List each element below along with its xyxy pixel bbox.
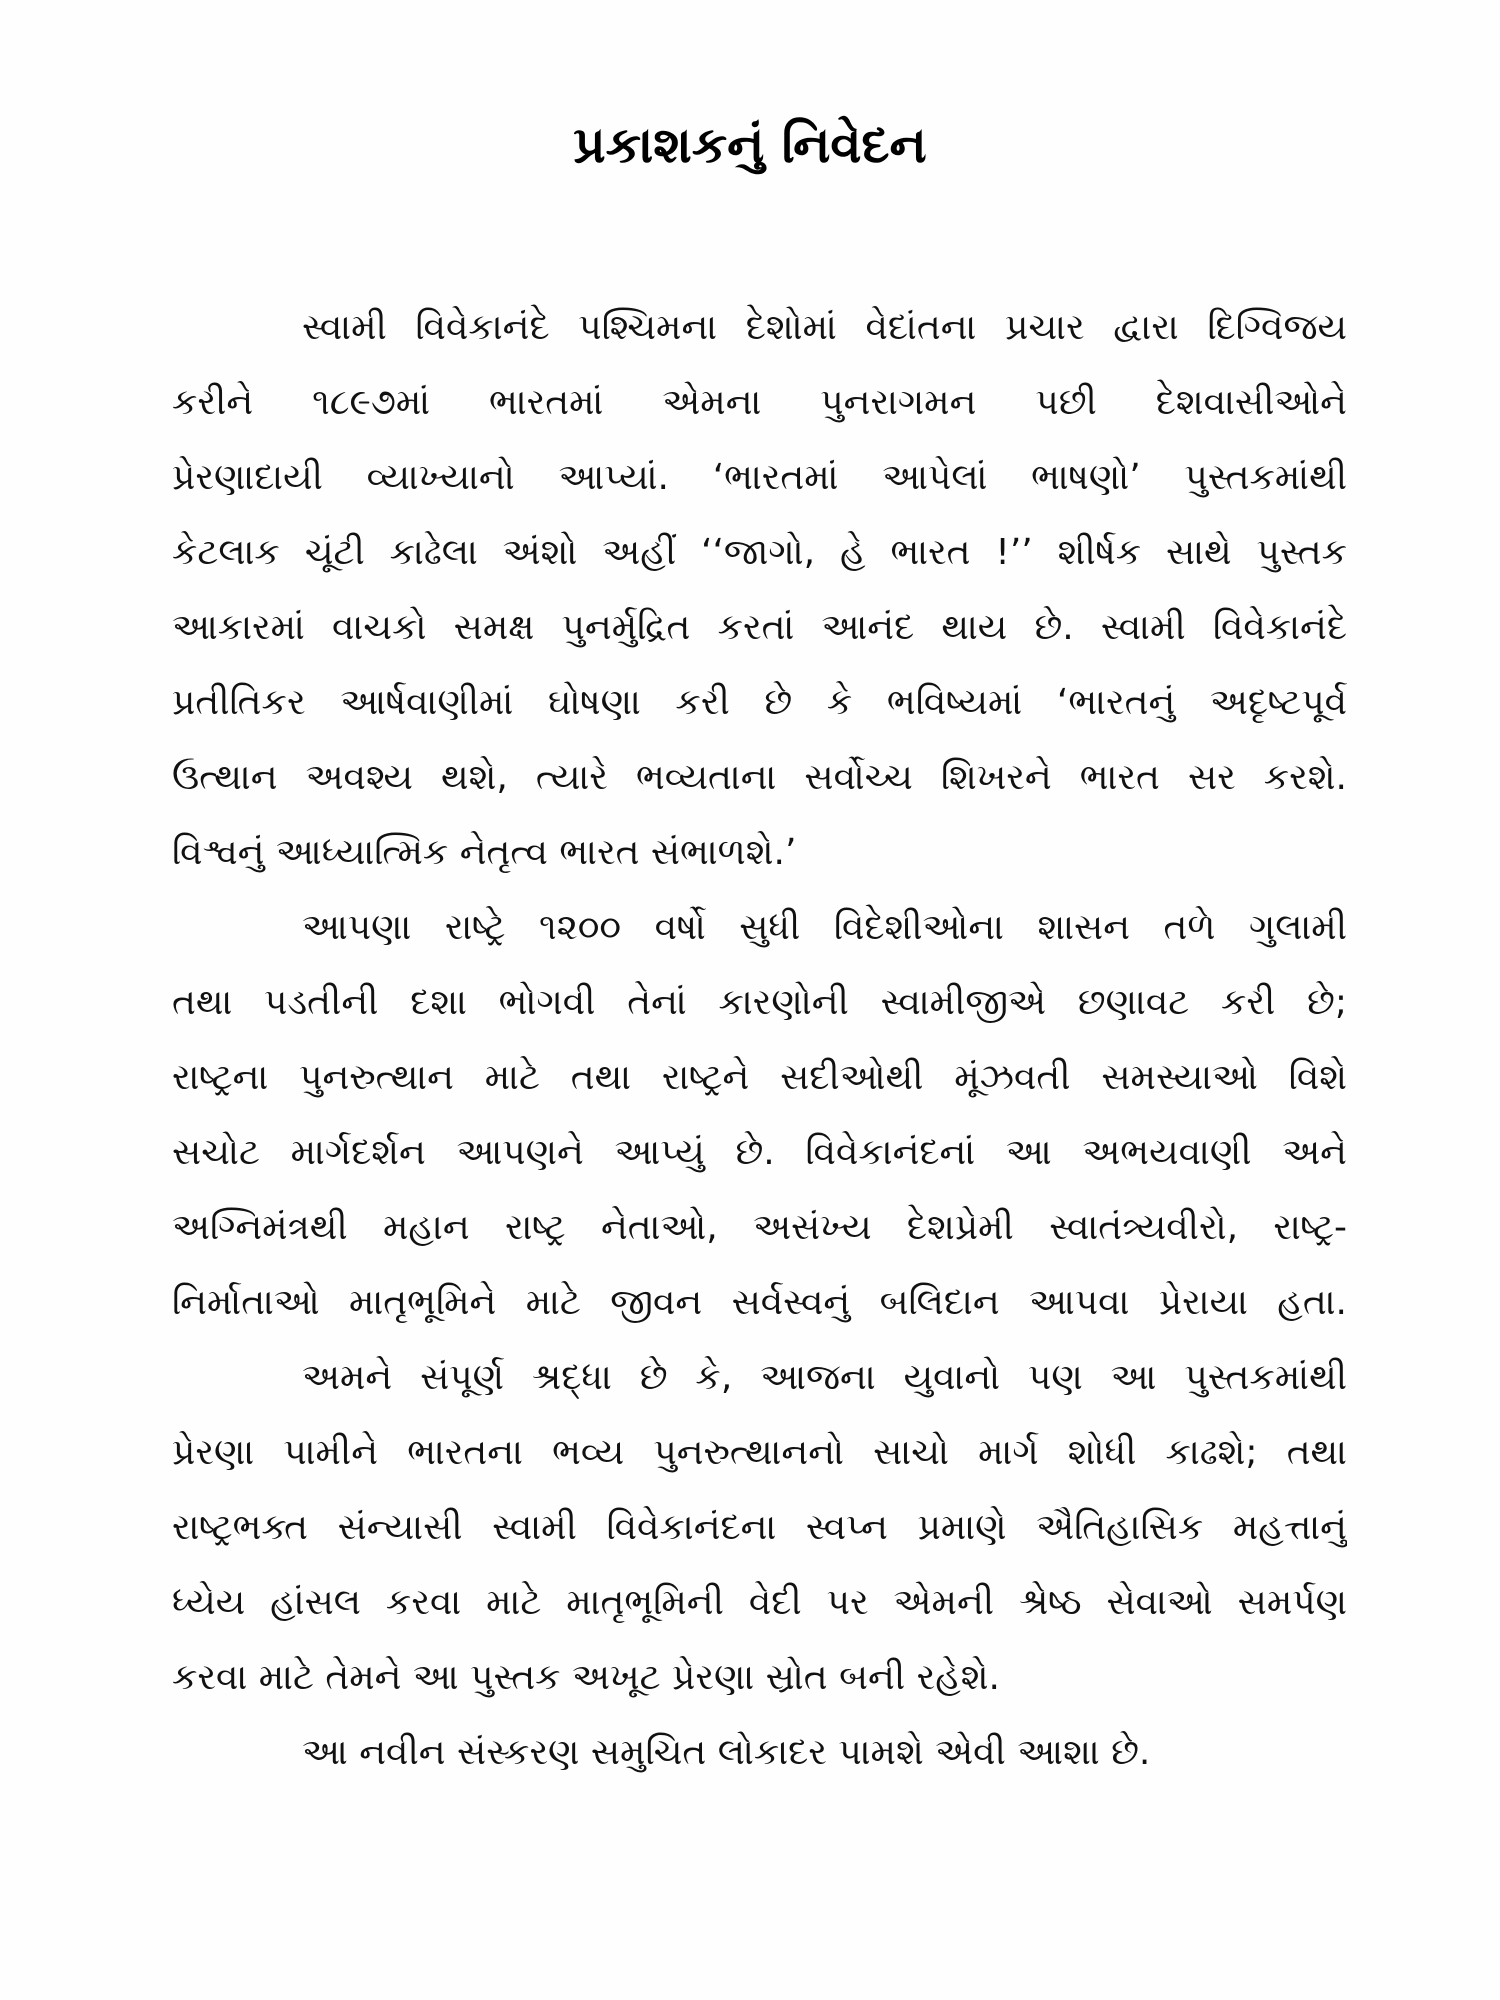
text-line: અગ્નિમંત્રથી મહાન રાષ્ટ્ર નેતાઓ, અસંખ્ય દેશપ્રેમી સ્વાતંત્ર્યવીરો, રાષ્ટ્ર-	[172, 1207, 1347, 1248]
paragraph-1	[172, 290, 1347, 890]
text-line: ધ્યેય હાંસલ કરવા માટે માતૃભૂમિની વેદી પર એમની શ્રેષ્ઠ સેવાઓ સમર્પણ	[172, 1582, 1347, 1623]
page-title: પ્રકાશકનું નિવેદન	[573, 116, 927, 174]
text-line: આપણા રાષ્ટ્રે ૧૨૦૦ વર્ષો સુધી વિદેશીઓના શાસન તળે ગુલામી	[302, 907, 1347, 948]
text-line: સચોટ માર્ગદર્શન આપણને આપ્યું છે. વિવેકાનંદનાં આ અભયવાણી અને	[172, 1132, 1347, 1173]
text-line: વિશ્વનું આધ્યાત્મિક નેતૃત્વ ભારત સંભાળશે.’	[172, 832, 797, 873]
document-body	[172, 290, 1347, 1790]
text-line: નિર્માતાઓ માતૃભૂમિને માટે જીવન સર્વસ્વનું બલિદાન આપવા પ્રેરાયા હતા.	[172, 1282, 1347, 1323]
paragraph-2	[172, 890, 1347, 1340]
text-line: કરવા માટે તેમને આ પુસ્તક અખૂટ પ્રેરણા સ્રોત બની રહેશે.	[172, 1657, 1000, 1698]
paragraph-4	[172, 1715, 1347, 1790]
text-line: પ્રતીતિકર આર્ષવાણીમાં ઘોષણા કરી છે કે ભવિષ્યમાં ‘ભારતનું અદૃષ્ટપૂર્વ	[172, 682, 1347, 723]
text-line: તથા પડતીની દશા ભોગવી તેનાં કારણોની સ્વામીજીએ છણાવટ કરી છે;	[172, 982, 1347, 1023]
text-line: આકારમાં વાચકો સમક્ષ પુનર્મુદ્રિત કરતાં આનંદ થાય છે. સ્વામી વિવેકાનંદે	[172, 607, 1347, 648]
paragraph-3	[172, 1340, 1347, 1715]
text-line: આ નવીન સંસ્કરણ સમુચિત લોકાદર પામશે એવી આશા છે.	[302, 1732, 1151, 1773]
text-line: પ્રેરણાદાયી વ્યાખ્યાનો આપ્યાં. ‘ભારતમાં આપેલાં ભાષણો’ પુસ્તકમાંથી	[172, 457, 1347, 498]
text-line: અમને સંપૂર્ણ શ્રદ્ધા છે કે, આજના યુવાનો પણ આ પુસ્તકમાંથી	[302, 1357, 1347, 1398]
text-line: સ્વામી વિવેકાનંદે પશ્ચિમના દેશોમાં વેદાંતના પ્રચાર દ્વારા દિગ્વિજય	[302, 307, 1347, 348]
text-line: કેટલાક ચૂંટી કાઢેલા અંશો અહીં ‘‘જાગો, હે ભારત !’’ શીર્ષક સાથે પુસ્તક	[172, 532, 1347, 573]
text-line: કરીને ૧૮૯૭માં ભારતમાં એમના પુનરાગમન પછી દેશવાસીઓને	[172, 382, 1347, 423]
text-line: રાષ્ટ્રના પુનરુત્થાન માટે તથા રાષ્ટ્રને સદીઓથી મૂંઝવતી સમસ્યાઓ વિશે	[172, 1057, 1347, 1098]
text-line: પ્રેરણા પામીને ભારતના ભવ્ય પુનરુત્થાનનો સાચો માર્ગ શોધી કાઢશે; તથા	[172, 1432, 1347, 1473]
text-line: રાષ્ટ્રભક્ત સંન્યાસી સ્વામી વિવેકાનંદના સ્વપ્ન પ્રમાણે ઐતિહાસિક મહત્તાનું	[172, 1507, 1347, 1548]
text-line: ઉત્થાન અવશ્ય થશે, ત્યારે ભવ્યતાના સર્વોચ્ચ શિખરને ભારત સર કરશે.	[172, 757, 1347, 798]
